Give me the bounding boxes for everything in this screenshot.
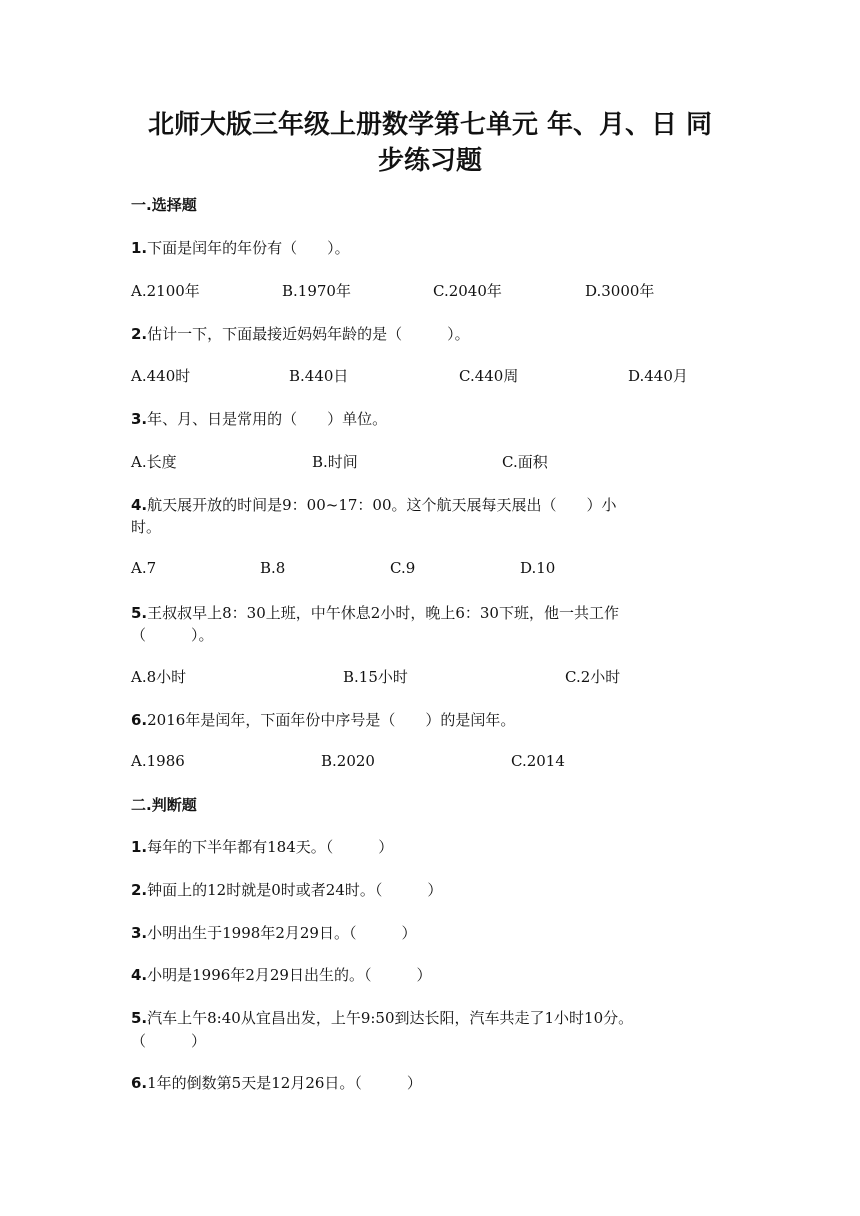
choice-option: B.8 [260, 559, 286, 577]
judge-question-6 [131, 1072, 422, 1093]
choice-option: B.2020 [321, 752, 375, 770]
question-text: 小明出生于1998年2月29日。（ ） [147, 924, 417, 942]
choice-option: C.2小时 [565, 668, 621, 686]
choice-question-4 [131, 494, 617, 515]
question-text: 每年的下半年都有184天。（ ） [147, 838, 394, 856]
question-text: 航天展开放的时间是9：00~17：00。这个航天展每天展出（ ）小 [147, 496, 617, 514]
choice-option: D.440月 [628, 367, 688, 385]
choice-option: A.2100年 [131, 282, 200, 300]
question-text: 1年的倒数第5天是12月26日。（ ） [147, 1074, 422, 1092]
section-heading-judge: 二.判断题 [131, 796, 197, 814]
question-number: 5. [131, 1009, 148, 1027]
choice-option: D.3000年 [585, 282, 655, 300]
choice-option: B.时间 [312, 453, 358, 471]
choice-option: B.1970年 [282, 282, 351, 300]
judge-question-1 [131, 836, 393, 857]
question-number: 4. [131, 966, 148, 984]
choice-option: A.1986 [131, 752, 185, 770]
choice-option: D.10 [520, 559, 556, 577]
choice-question-5 [131, 602, 619, 623]
question-text-continued: （ ）。 [131, 626, 214, 644]
question-number: 4. [131, 496, 148, 514]
question-text: 年、月、日是常用的（ ）单位。 [147, 410, 388, 428]
judge-question-5 [131, 1007, 633, 1028]
choice-question-3 [131, 408, 387, 429]
question-text-continued: 时。 [131, 518, 162, 536]
choice-question-1 [131, 237, 350, 258]
question-number: 1. [131, 239, 148, 257]
choice-option: A.7 [131, 559, 157, 577]
choice-option: C.2040年 [433, 282, 502, 300]
question-text: 下面是闰年的年份有（ ）。 [147, 239, 350, 257]
question-number: 5. [131, 604, 148, 622]
judge-question-3 [131, 922, 416, 943]
question-number: 6. [131, 711, 148, 729]
question-number: 2. [131, 881, 148, 899]
choice-option: C.440周 [459, 367, 519, 385]
question-text: 2016年是闰年，下面年份中序号是（ ）的是闰年。 [147, 711, 516, 729]
question-number: 3. [131, 410, 148, 428]
choice-option: A.440时 [131, 367, 191, 385]
page-title-line2: 步练习题 [377, 146, 482, 176]
page-title-line1: 北师大版三年级上册数学第七单元 年、月、日 同 [147, 110, 713, 140]
choice-option: C.面积 [502, 453, 548, 471]
question-text: 汽车上午8:40从宜昌出发，上午9:50到达长阳，汽车共走了1小时10分。 [147, 1009, 634, 1027]
question-text-continued: （ ） [131, 1032, 207, 1050]
choice-question-6 [131, 709, 515, 730]
choice-option: C.9 [390, 559, 416, 577]
choice-option: C.2014 [511, 752, 565, 770]
question-number: 1. [131, 838, 148, 856]
choice-option: A.8小时 [131, 668, 187, 686]
question-text: 王叔叔早上8：30上班，中午休息2小时，晚上6：30下班，他一共工作 [147, 604, 619, 622]
section-heading-choice: 一.选择题 [131, 196, 197, 214]
question-number: 2. [131, 325, 148, 343]
judge-question-4 [131, 964, 431, 985]
question-number: 6. [131, 1074, 148, 1092]
question-number: 3. [131, 924, 148, 942]
judge-question-2 [131, 879, 442, 900]
question-text: 小明是1996年2月29日出生的。（ ） [147, 966, 432, 984]
choice-question-2 [131, 323, 470, 344]
choice-option: A.长度 [131, 453, 177, 471]
question-text: 估计一下，下面最接近妈妈年龄的是（ ）。 [147, 325, 470, 343]
choice-option: B.15小时 [343, 668, 408, 686]
choice-option: B.440日 [289, 367, 349, 385]
question-text: 钟面上的12时就是0时或者24时。（ ） [147, 881, 443, 899]
